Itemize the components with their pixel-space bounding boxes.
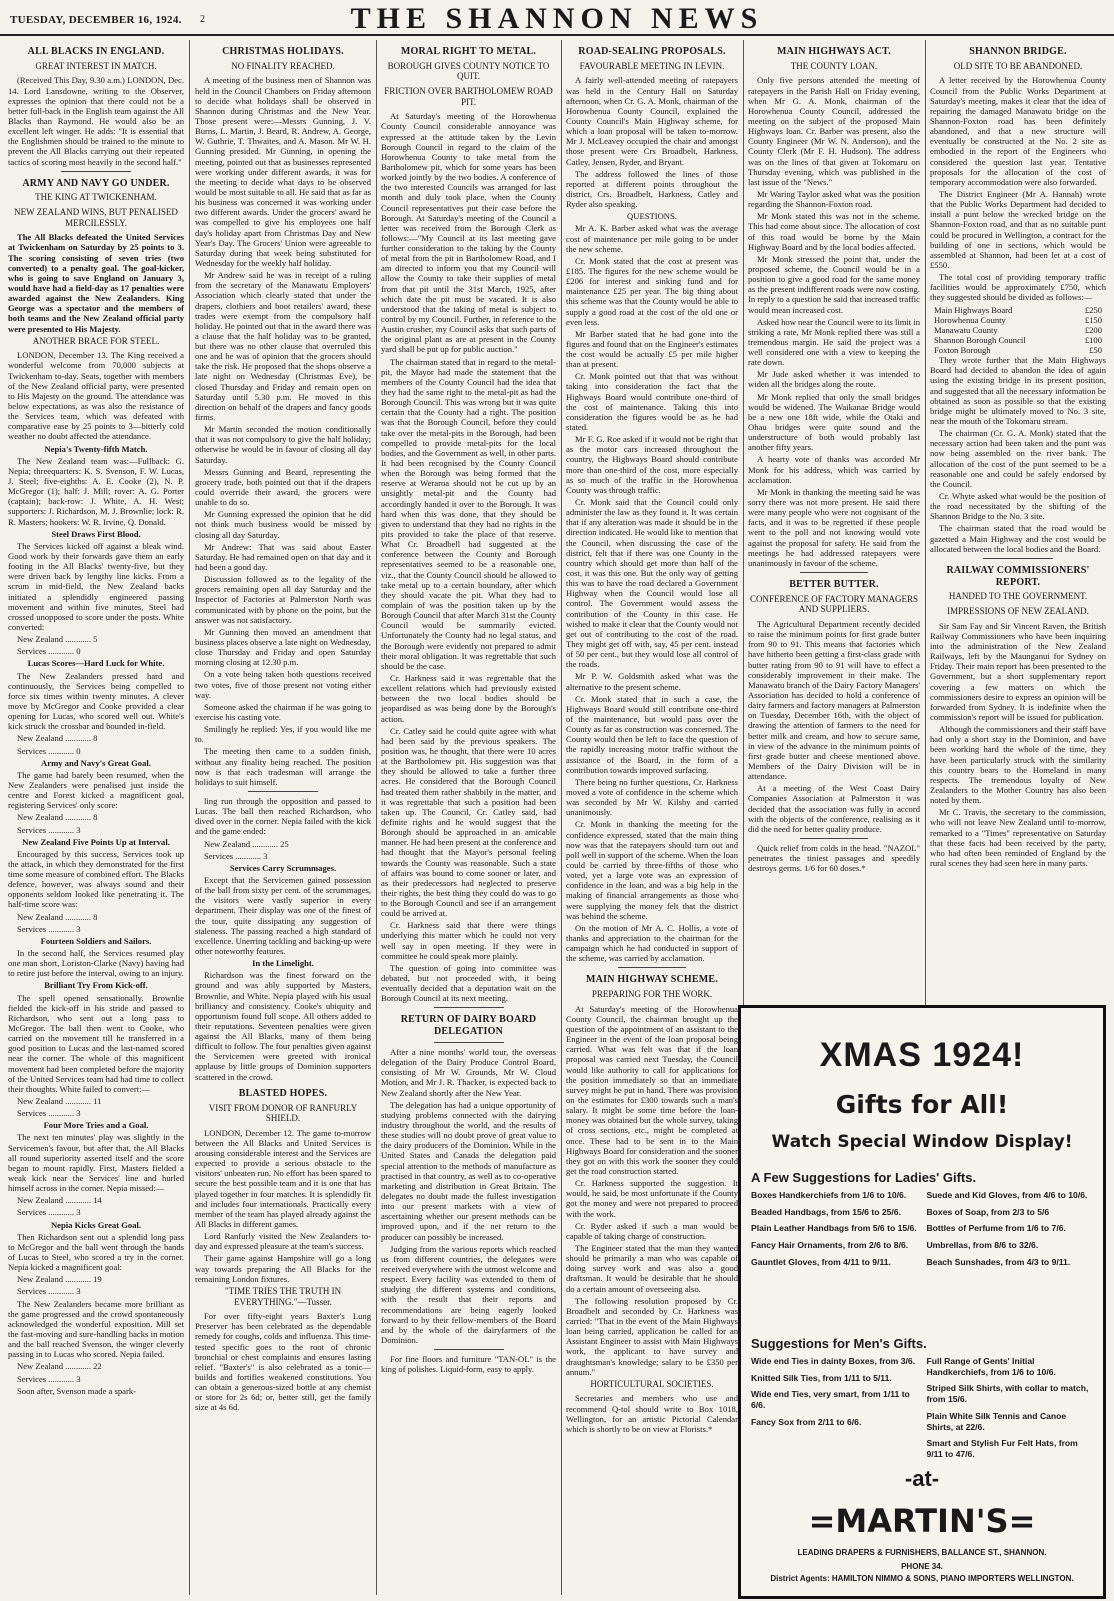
divider <box>434 1349 504 1350</box>
paragraph: Mr Martin seconded the motion conditionally that it was not compulsory to give the half holiday; otherwise he would be in favour of closing all day Saturday. <box>195 424 371 465</box>
score-line: New Zealand ............ 14 <box>17 1195 102 1206</box>
gift-item: Fancy Hair Ornaments, from 2/6 to 8/6. <box>751 1240 909 1251</box>
headline: BLASTED HOPES. <box>238 1087 328 1099</box>
column-christmas-holidays <box>195 40 371 1595</box>
cost-value: £100 <box>1084 334 1102 345</box>
paragraph: Cr. Monk stated that in such a case, the Highways Board would still contribute one-third of the maintenance, but would pass over the County as far as construction was concerned. The County would then be left to face the question of the rapidly increasing motor traffic without the assistance of the Board, in the form of a contribution towards improved surfacing. <box>566 693 738 775</box>
gift-item: Wide end Ties in dainty Boxes, from 3/6. <box>751 1356 916 1366</box>
score-line: New Zealand ............ 8 <box>17 911 98 922</box>
paragraph: In the second half, the Services resumed play one man short, Loriston-Clarke (Navy) having had to retire just before the interval, owing to an injury. <box>8 948 184 979</box>
score-line: New Zealand ............ 19 <box>17 1274 102 1285</box>
divider <box>618 967 687 968</box>
paragraph: Cr. Harkness said that there were things underlying this matter which he could not very well say in open meeting. If they were in committee he could speak more plainly. <box>381 920 556 961</box>
issue-date: TUESDAY, DECEMBER 16, 1924. <box>10 14 182 26</box>
subheadline: VISIT FROM DONOR OF RANFURLY SHIELD. <box>208 1102 358 1124</box>
paragraph: ling run through the opposition and passed to Lucas. The ball then reached Richardson, who dived over in the corner. Nepia failed with the kick and the game ended: <box>195 795 371 837</box>
paragraph: Judging from the various reports which reached us from different countries, the delegates were received everywhere with the utmost welcome and respect. Every facility was extended to them of studying the different systems and conditions, with the result that their reports and recommendations are being eagerly looked forward to by their fellow-members of the Board and by the whole of the dairyfarmers of the Dominion. <box>381 1243 556 1345</box>
headline: RAILWAY COMMISSIONERS' REPORT. <box>946 564 1090 588</box>
paragraph: Their game against Hampshire will go a long way towards preparing the All Blacks for the remaining London fixtures. <box>195 1253 371 1284</box>
ladies-gifts-heading: A Few Suggestions for Ladies' Gifts. <box>751 1170 977 1185</box>
subheadline: HANDED TO THE GOVERNMENT. <box>948 591 1088 602</box>
section-heading: Fourteen Soldiers and Sailors. <box>40 935 152 946</box>
score-line: Services ............ 3 <box>17 1373 81 1384</box>
paragraph: Someone asked the chairman if he was going to exercise his casting vote. <box>195 701 371 722</box>
paragraph: They wrote further that the Main Highways Board had decided to abandon the idea of again using the existing bridge in its present position, and suggested that all the necessary information be obtained as soon as possible so that the existing bridge might be ultimately moved to No. 3 site, near the mouth of the Tokomaru stream. <box>930 355 1106 427</box>
paragraph: Mr Andrew said he was in receipt of a ruling from the secretary of the Manawatu Employers' Association which clearly stated that under the drapers, clothiers and boot retailers' award, these trades were exempt from the compulsory half holiday. He pointed out that in the award there was a clause that the half holiday was to be granted, but there was no other clause that overruled this one and he was of opinion that the grocers should take the risk. He proposed that the shops observe a late night on Wednesday (Christmas Eve), be closed Thursday and Friday and remain open on Saturday until 5.30 p.m. He moved in this direction on behalf of the drapers and fancy goods firms. <box>195 270 371 423</box>
paragraph: Only five persons attended the meeting of ratepayers in the Parish Hall on Friday evening, when Mr G. A. Monk, chairman of the Horowhenua County Council, addressed the meeting on the subject of the proposed Main Highways loan. Cr. Barber was present, also the County Engineer (Mr W. N. Anderson), and the County Clerk (Mr F. H. Hudson). The address was on the lines of that given at Tokomaru on Thursday evening, which was published in the last issue of the "News." <box>748 75 920 187</box>
subheadline: NEW ZEALAND WINS, BUT PENALISED MERCILESSLY. <box>14 207 178 228</box>
subheadline: HORTICULTURAL SOCIETIES. <box>590 1378 714 1389</box>
divider <box>61 171 131 172</box>
paragraph: The following resolution proposed by Cr. Broadbelt and seconded by Cr. Harkness was carried: "That in the event of the Main Highways loan being carried, application be called for an Assistant Engineer to assist with Main Highways work, the applicant to have survey and draughtsman's knowledge; salary to be £350 per annum." <box>566 1295 738 1377</box>
newspaper-title: THE SHANNON NEWS <box>350 2 764 35</box>
subheadline: ANOTHER BRACE FOR STEEL. <box>32 335 160 346</box>
score-line: Services ............ 0 <box>17 745 81 756</box>
column-moral-right-to-metal <box>381 40 556 1595</box>
page-number: 2 <box>200 14 205 25</box>
paragraph: Cr. Harkness said it was regrettable that the excellent relations which had previously existed between the two local bodies should be jeopardised as was being done by the Borough's action. <box>381 672 556 724</box>
headline: CHRISTMAS HOLIDAYS. <box>222 46 344 57</box>
paragraph: The game had barely been resumed, when the New Zealanders were penalised just inside the centre and Forest kicked a magnificent goal, registering Services' only score: <box>8 769 184 811</box>
paragraph: Cr. Ryder asked if such a man would be capable of taking charge of construction. <box>566 1220 738 1241</box>
section-heading: Steel Draws First Blood. <box>51 528 141 539</box>
subheadline: THE COUNTY LOAN. <box>790 60 878 71</box>
advert-tagline: Watch Special Window Display! <box>771 1132 1073 1152</box>
advert-at: -at- <box>904 1466 940 1491</box>
store-agents: District Agents: HAMILTON NIMMO & SONS, PIANO IMPORTERS WELLINGTON. <box>770 1574 1074 1583</box>
gift-item: Beaded Handbags, from 15/6 to 25/6. <box>751 1206 901 1217</box>
paragraph: There being no further questions, Cr. Harkness moved a vote of confidence in the scheme which was seconded by Mr W. Kilsby and carried unanimously. <box>566 776 738 818</box>
paragraph: At a meeting of the West Coast Dairy Companies Association at Palmerston it was decided that the association was fully in accord with the objects of the conference, realising as it did the need for better quality produce. <box>748 783 920 834</box>
store-address: LEADING DRAPERS & FURNISHERS, BALLANCE ST., SHANNON. <box>797 1548 1047 1557</box>
paragraph: Cr. Monk said that the Council could only administer the law as they found it. It was certain that if any alteration was made it should be in the direction indicated. He would like to mention that the Council, when discussing the case of the district, felt that if there was one County in the country which should get more than half of the cost, it was this one. But the only way of getting this was to have the road declared a Government Highway when the Council would lose all control. The Government would assess the contribution of the County in this case. He wished to make it clear that the County would not get out of contributing to the cost of the road. They might get off with, say, 45 per cent. instead of 50 per cent., but they would lose all control of the roads. <box>566 497 738 670</box>
cost-value: £50 <box>1089 345 1102 356</box>
paragraph: Mr Jude asked whether it was intended to widen all the bridges along the route. <box>748 369 920 390</box>
small-advert: Quick relief from colds in the head. "NAZOL" penetrates the tiniest passages and speedily destroys germs. 1/6 for 60 doses.* <box>748 842 920 874</box>
headline: ARMY AND NAVY GO UNDER. <box>22 177 170 189</box>
paragraph: The chairman stated that in regard to the metal-pit, the Mayor had made the statement that the members of the County Council had the idea that they had the same right to the metal-pit as had the Borough Council. This was wrong but it was quite certain that the County had a right. The position was that the Borough Council, before they could take over the metal-pits in the Borough, had been compelled to provide metal-pits for the local bodies, and the Government as well, in other parts. It had been recognised by the County Council when the Borough was being formed that the reserve at Weraroa should not be cut up by an unsightly metal-pit and the County had accordingly handed it over to the Borough. It was hard when this was done, that they should be given to understand that they had no rights in the pits provided to take the place of that reserve. What Cr. Broadbell had suggested at the conference between the County and Borough representatives seemed to be a reasonable one, viz., that the County Council should be allowed to take metal up to a certain boundary, after which they should vacate the pit. What they had to complain of was the position taken up by the Borough Council that after March 31st the County Council would be summarily evicted. Unfortunately the County had no legal status, and the Borough were evidently not prepared to admit their moral obligation. It was regrettable that such should be the case. <box>381 356 556 671</box>
headline: MAIN HIGHWAYS ACT. <box>777 46 891 57</box>
gift-item: Plain White Silk Tennis and Canoe Shirts, at 22/6. <box>926 1410 1067 1432</box>
headline: MAIN HIGHWAY SCHEME. <box>586 974 718 986</box>
headline: MORAL RIGHT TO METAL. <box>400 46 537 57</box>
paragraph: Sir Sam Fay and Sir Vincent Raven, the British Railway Commissioners who have been inquiring into the administration of the New Zealand Railways, left by the Maunganui for Sydney on Friday. Their main report has been presented to the Government, but a short supplementary report covering a few matters on which the commissioners desire to express an opinion will be forwarded from Sydney. It is indefinite when the commission's report will be issued for publication. <box>930 620 1106 722</box>
subheadline: BOROUGH GIVES COUNTY NOTICE TO QUIT. <box>387 60 550 82</box>
paragraph: Mr F. G. Roe asked if it would not be right that as the motor cars increased throughout the country, the Highways Board should contribute more than one-third of the cost, more especially as so much of the traffic in the Horowhenua County was through traffic. <box>566 434 738 495</box>
martins-xmas-advert <box>738 1005 1106 1599</box>
cost-row <box>934 315 1102 325</box>
cost-label: Manawatu County <box>934 324 998 335</box>
paragraph: Encouraged by this success, Services took up the attack, in which they demonstrated for the first time some measure of combined effort. The Blacks defence, however, was always sound and their opponents seldom looked like penetrating it. The half-time score was: <box>8 848 184 910</box>
column-shannon-bridge <box>930 40 1106 1000</box>
gift-item: Suede and Kid Gloves, from 4/6 to 10/6. <box>926 1190 1088 1200</box>
score-line: Services ............ 3 <box>17 824 81 835</box>
paragraph: Mr Monk replied that only the small bridges would be widened. The Waikanae Bridge would be a new one 18ft wide, while the Otaki and Ohau bridges were quite sound and the understructure of both would probably last another fifty years. <box>748 391 920 453</box>
mens-gifts-heading: Suggestions for Men's Gifts. <box>751 1336 927 1351</box>
subheadline: GREAT INTEREST IN MATCH. <box>35 60 157 71</box>
score-line: Services ............ 3 <box>17 1286 81 1297</box>
gift-item: Bottles of Perfume from 1/6 to 7/6. <box>926 1223 1066 1234</box>
paragraph: The Services kicked off against a bleak wind. Good work by their forwards gave them an early footing in the All Blacks' twenty-five, but they were driven back by lengthy line kicks. From a scrum in mid-field, the New Zealand backs initiated a splendidly engineered passing movement and within five minutes, Steel had crossed unopposed to score under the posts. White converted: <box>8 540 184 632</box>
gift-item: Wide end Ties, very smart, from 1/11 to 6/6. <box>751 1389 910 1411</box>
paragraph: The New Zealanders became more brilliant as the game progressed and the crowd spontaneously acknowledged the wonderful exposition. Mill set the fast-moving and sure-handling backs in motion and the ball reached Svenson, the winger cleverly passing in to Lucas who scored. Nepia failed. <box>8 1298 184 1360</box>
headline: RETURN OF DAIRY BOARD DELEGATION <box>400 1014 537 1038</box>
subheadline: "TIME TRIES THE TRUTH IN EVERYTHING."—Tusser. <box>224 1285 342 1307</box>
subheadline: OLD SITE TO BE ABANDONED. <box>953 60 1083 71</box>
section-heading: Nepia's Twenty-fifth Match. <box>44 443 148 454</box>
column-rule <box>376 40 377 1595</box>
subheadline: FRICTION OVER BARTHOLOMEW ROAD PIT. <box>384 86 553 107</box>
cost-label: Shannon Borough Council <box>934 334 1026 345</box>
mens-gifts-list <box>751 1356 1095 1466</box>
paragraph: Cr. Monk stated that the cost at present was £185. The figures for the new scheme would be £206 for interest and sinking fund and for maintenance £25 per year. The big thing about this scheme was that the County would be able to supply a good road at the cost of the old one or even less. <box>566 255 738 327</box>
gift-item: Striped Silk Shirts, with collar to match, from 15/6. <box>926 1383 1089 1405</box>
column-rule <box>189 40 190 1595</box>
cost-value: £250 <box>1084 304 1102 315</box>
paragraph: At Saturday's meeting of the Horowhenua County Council, the chairman brought up the question of the appointment of an assistant to the Engineer in the event of the loan proposal being carried. What was felt was that if the loan proposal was carried next Tuesday, the Council would like authority to call for applications for the position immediately so that an immediate survey might be put in hand. There was provision on the estimates for £300 towards such a man's salary. It might be some time before the loan-money was obtained but the whole survey, taking of cross sections, etc., might be completed at once. These had to be sent in to the Main Highways Board for consideration and the sooner they got on with this work the sooner they could get the road construction started. <box>566 1003 738 1177</box>
headline: BETTER BUTTER. <box>789 579 879 591</box>
score-line: New Zealand ............ 22 <box>17 1361 102 1372</box>
subheadline: IMPRESSIONS OF NEW ZEALAND. <box>947 606 1089 617</box>
divider <box>800 838 869 839</box>
paragraph: A meeting of the business men of Shannon was held in the Council Chambers on Friday afternoon to decide what holidays shall be observed in Shannon during Christmas and the New Year. Those present were:—Messrs Gunning, J. V. Burns, L. Martin, J. Beard, R. Andrew, A. George, W. Guthrie, T. Thwaites, and A. Mason. Mr W. H. Gunning presided. Mr Gunning, in opening the meeting, pointed out that as businesses represented were working under different awards, it was for the meeting to decide what days to be observed would be most suitable to all. He said that as far as his business was concerned it was working under two different awards. Under the grocers' award he was compelled to give his employees one half day's holiday apart from Christmas Day and New Year's Day. The Grocers' Union were agreeable to Saturday during that week being substituted for Wednesday for the weekly half holiday. <box>195 75 371 268</box>
section-heading: Lucas Scores—Hard Luck for White. <box>27 658 165 669</box>
score-line: Services ............ 3 <box>204 850 268 861</box>
paragraph: Cr. Catley said he could quite agree with what had been said by the previous speakers. The position was, he thought, that there were 10 acres at the Bartholomew pit. His suggestion was that they should be allowed to take a further three acres. He considered that the Borough Council had treated them rather shabbily in the matter, and it was regrettable that such a position had been taken up. The Council, Cr. Catley said, had definite rights and he would suggest that the Borough should be approached in an amicable manner. He had been present at the conference and had thought that the Mayor's personal feeling towards the County was reasonable. Such a state of affairs was bound to come sooner or later, and as their predecessors had neglected to preserve their rights, the best thing they could do was to go to the Borough Council and see if an arrangement could be arrived at. <box>381 725 556 919</box>
divider <box>248 791 318 792</box>
score-line: New Zealand ............ 8 <box>17 733 98 744</box>
paragraph: The total cost of providing temporary traffic facilities would be approximately £750, which they suggested should be divided as follows:— <box>930 272 1106 303</box>
paragraph: Except that the Servicemen gained possession of the ball from sixty per cent. of the scrummages, the visitors were vastly superior in every department. Their display was one of the finest of the tour, quite dissipating any suggestion of staleness. The passing reached a high standard of excellence. Unerring tackling and backing-up were other noteworthy features. <box>195 874 371 956</box>
paragraph: Cr. Whyte asked what would be the position of the road necessitated by the shifting of the Shannon Bridge to the No. 3 site. <box>930 491 1106 522</box>
paragraph: Mr C. Travis, the secretary to the commission, who will not leave New Zealand until to-morrow, remarked to a "Times" representative on Saturday that these facts had been received by the party, who had often been reminded of England by the rural scenes they had seen here in many parts. <box>930 807 1106 868</box>
paragraph: Discussion followed as to the legality of the grocers remaining open all day Saturday and the Inspector of Factories at Palmerston North was communicated with by phone on the point, but the answer was not satisfactory. <box>195 574 371 625</box>
score-line: Services ............ 3 <box>17 1207 81 1218</box>
paragraph: The address followed the lines of those reported at different points throughout the district, Crs. Broadbelt, Harkness, Catley and Ryder also speaking. <box>566 168 738 210</box>
paragraph: Cr. Monk in thanking the meeting for the confidence expressed, stated that the main thing now was that the ratepayers should turn out and poll well in support of the scheme. When the loan could be carried by three-fifths of those who voted, yet a large vote was an expression of confidence in the loan, and was a big help in the making of financial arrangements as those who were supplying the money felt that the district was behind the scheme. <box>566 819 738 921</box>
paragraph: Mr A. K. Barber asked what was the average cost of maintenance per mile going to be under the new scheme. <box>566 223 738 254</box>
cost-label: Main Highways Board <box>934 304 1013 315</box>
paragraph: The chairman (Cr. G. A. Monk) stated that the necessary action had been taken and the punt was now being assembled on the river bank. The allocation of the cost of the punt seemed to be a reasonable one and could be safely endorsed by the Council. <box>930 428 1106 489</box>
paragraph: The question of going into committee was debated, but not proceeded with, it being eventually decided that a deputation wait on the Borough Council at its next meeting. <box>381 962 556 1004</box>
gift-item: Beach Sunshades, from 4/3 to 9/11. <box>926 1256 1071 1267</box>
cost-row <box>934 305 1102 315</box>
gift-item: Full Range of Gents' Initial Handkerchiefs, from 1/6 to 10/6. <box>926 1356 1056 1377</box>
paragraph: A hearty vote of thanks was accorded Mr Monk for his address, which was carried by acclamation. <box>748 454 920 485</box>
section-heading: Army and Navy's Great Goal. <box>41 757 151 768</box>
subheadline: CONFERENCE OF FACTORY MANAGERS AND SUPPLIERS. <box>749 593 919 615</box>
gift-item: Fancy Sox from 2/11 to 6/6. <box>751 1416 862 1427</box>
score-line: New Zealand ............ 11 <box>17 1096 102 1107</box>
paragraph: Mr Barber stated that he had gone into the figures and found that on the Engineer's estimates the cost would be actually £5 per mile higher than at present. <box>566 328 738 370</box>
ladies-gifts-list <box>751 1190 1095 1274</box>
column-road-sealing <box>566 40 738 1595</box>
paragraph: The meeting then came to a sudden finish, without any finality being reached. The position now is that each tradesman will arrange the holidays to suit himself. <box>195 746 371 787</box>
headline: SHANNON BRIDGE. <box>969 46 1067 57</box>
cost-label: Foxton Borough <box>934 345 991 356</box>
paragraph: Then Richardson sent out a splendid long pass to McGregor and the ball went through the hands of Lucas to Steel, who scored a try in the corner. Nepia kicked a magnificent goal: <box>8 1231 184 1273</box>
column-rule <box>561 40 562 1595</box>
score-line: Services ............ 3 <box>17 923 81 934</box>
divider <box>983 558 1053 559</box>
paragraph: Mr Gunning then moved an amendment that business places observe a late night on Wednesday, close Thursday and Friday and open Saturday morning closing at 12.30 p.m. <box>195 626 371 668</box>
paragraph: The New Zealand team was:—Fullback: G. Nepia; threequarters: K. S. Svenson, F. W. Lucas, J. Steel; five-eighths: A. E. Cooke (2), N. P. McGregor (1); half: J. Mill; rover: A. G. Porter (captain); back-row: J. White, A. H. West; supporters: J. Richardson, M. J. Brownlie; lock: R. R. Masters; hookers: W. R. Irvine, Q. Donald. <box>8 455 184 527</box>
section-heading: In the Limelight. <box>252 958 314 969</box>
divider <box>800 572 869 573</box>
paragraph: A letter received by the Horowhenua County Council from the Public Works Department at Saturday's meeting, makes it clear that the idea of repairing the damaged Manawatu bridge on the Shannon-Foxton road has been definitely abandoned, and that a new structure will eventually be constructed at the No. 2 site as embodied in the report of the Engineers who considered the question last year. Tentative proposals for the allocation of the cost of temporary accommodation were also forwarded. <box>930 75 1106 187</box>
paragraph: The New Zealanders pressed hard and continuously, the Services being compelled to force six times within twenty minutes. A clever move by McGregor and Cooke provided a clear opening for Lucas, who scored well out. White's kick struck the crossbar and bounded in-field. <box>8 670 184 732</box>
headline: ROAD-SEALING PROPOSALS. <box>578 46 726 57</box>
paragraph: The spell opened sensationally. Brownlie fielded the kick-off in his stride and passed to Richardson, who sent out a long pass to McGregor. The ball then went to Cooke, who carried on the movement till he transferred in a good position to Lucas and the last-named scored near the corner. The whole of this magnificent movement had been completed before the majority of the United Services team had had time to collect their thoughts. White failed to convert:— <box>8 992 184 1094</box>
paragraph: Cr. Harkness supported the suggestion. It would, he said, be most unfortunate if the County got the money and were not prepared to proceed with the work. <box>566 1178 738 1219</box>
section-heading: Nepia Kicks Great Goal. <box>50 1219 142 1230</box>
paragraph: Smilingly he replied: Yes, if you would like me to. <box>195 724 371 745</box>
cost-row <box>934 335 1102 345</box>
cost-value: £150 <box>1084 314 1102 325</box>
paragraph: The All Blacks defeated the United Services at Twickenham on Saturday by 25 points to 3. The scoring consisting of seven tries (two converted) to a penalty goal. The goal-kicker, who is going to save England on January 3, would have had a field-day as 17 penalties were awarded against the New Zealanders. King George was a spectator and the members of both teams and the New Zealand official party were presented to His Majesty. <box>8 232 184 334</box>
score-line: New Zealand ............ 25 <box>204 838 289 849</box>
paragraph: Mr Waring Taylor asked what was the position regarding the Shannon-Foxton road. <box>748 188 920 210</box>
headline: ALL BLACKS IN ENGLAND. <box>27 46 165 57</box>
paragraph: The chairman stated that the road would be gazetted a Main Highway and the cost would be allocated between the local bodies and the Board. <box>930 523 1106 554</box>
score-line: Services ............ 0 <box>17 646 81 657</box>
small-advert: For fine floors and furniture "TAN-OL" is the king of polishes. Liquid-form, easy to apply. <box>381 1354 556 1375</box>
subheadline: PREPARING FOR THE WORK. <box>591 989 713 1000</box>
section-heading: QUESTIONS. <box>627 211 677 222</box>
score-line: New Zealand ............ 8 <box>17 812 98 823</box>
section-heading: New Zealand Five Points Up at Interval. <box>22 836 170 847</box>
gift-item: Smart and Stylish Fur Felt Hats, from 9/11 to 47/6. <box>926 1438 1078 1460</box>
divider <box>434 1007 504 1008</box>
paragraph: Mr Monk stressed the point that, under the proposed scheme, the Council would be in a position to give a good road for the same money as the present indifferent roads were now costing. In reply to a question he said that increased traffic would mean increased cost. <box>748 253 920 315</box>
paragraph: Lord Ranfurly visited the New Zealanders to-day and expressed pleasure at the team's success. <box>195 1231 371 1252</box>
store-name: =MARTIN'S= <box>808 1502 1036 1540</box>
paragraph: Mr Monk stated this was not in the scheme. This had come about since. The allocation of cost of this road would be borne by the Main Highway Board and by the local bodies affected. <box>748 211 920 252</box>
paragraph: The Engineer stated that the man they wanted should be primarily a man who was capable of doing survey work and was also a good draftsman. It would be desirable that he should do a certain amount of overseeing also. <box>566 1243 738 1294</box>
cost-row <box>934 325 1102 335</box>
paragraph: (Received This Day, 9.30 a.m.) LONDON, Dec. 14. Lord Lansdowne, writing to the Observer, expresses the opinion that there could not be a better full-back in the English team against the All Blacks than Raymond. He would also be an excellent left winger. He adds: "It is essential that the Englishmen should be trained to the minute to prevent the All Blacks carrying out their repeated tactics of scoring most heavily in the second half." <box>8 75 184 167</box>
paragraph: After a nine months' world tour, the overseas delegation of the Dairy Produce Control Board, consisting of Mr W. Grounds, Mr W. Cloud Motion, and Mr J. R. Thacker, is expected back to New Zealand shortly after the New Year. <box>381 1047 556 1098</box>
paragraph: On a vote being taken both questions received two votes, five of those present not voting either way. <box>195 669 371 700</box>
paragraph: The delegation has had a unique opportunity of studying problems connected with the dairying industry throughout the world, and the results of these studies will no doubt prove of great value to the dairy producers of the Dominion. While in the United States and Canada the delegation paid special attention to the methods of manufacture as practised in that country, as well as to co-operative marketing and distribution in Great Britain. The delegates no doubt made the fullest investigation into our present markets with a view of ascertaining whether our present methods can be improved upon, and if the net return to the producer can possibly be increased. <box>381 1099 556 1242</box>
cost-value: £200 <box>1084 324 1102 335</box>
gift-item: Umbrellas, from 8/6 to 32/6. <box>926 1240 1039 1251</box>
masthead <box>0 0 1114 36</box>
paragraph: Messrs Gunning and Beard, representing the grocery trade, both pointed out that if the drapers could override their award, the grocers were unable to do so. <box>195 466 371 508</box>
paragraph: For over fifty-eight years Baxter's Lung Preserver has been celebrated as the dependable remedy for coughs, colds and influenza. This time-tested specific goes to the root of chronic bronchial or chest complaints and ensures lasting relief. "Baxter's" is also celebrated as a tonic—builds and fortifies weakened constitutions. You can obtain a generous-sized bottle at any chemist or store for 2s 6d; or, better still, get the family size at 4s 6d. <box>195 1311 371 1413</box>
subheadline: NO FINALITY REACHED. <box>231 60 335 71</box>
gift-item: Knitted Silk Ties, from 1/11 to 5/11. <box>751 1372 892 1383</box>
paragraph: The Agricultural Department recently decided to raise the minimum points for first grade butter from 90 to 91. This means that factories which have hitherto been getting a first-class grade with butter rating from 90 to 91 will have to effect a considerably improvement in their make. The Manawatu branch of the Dairy Factory Managers' Association has decided to hold a conference of dairy farmers and factory managers at Palmerston on Tuesday, December 16th, with the object of drawing the attention of farmers to the need for better milk and cream, and how to secure same, in view of the advance in the minimum points of first grade butter and cheese mentioned above. Members of the Dairy Division will be in attendance. <box>748 619 920 782</box>
paragraph: Mr Andrew: That was said about Easter Saturday. He had remained open on that day and it had been a good day. <box>195 541 371 573</box>
store-phone: PHONE 34. <box>901 1562 943 1571</box>
paragraph: Asked how near the Council were to its limit in striking a rate, Mr Monk replied there was still a tremendous margin. He said the project was a well considered one with a view to keeping the rate down. <box>748 316 920 368</box>
paragraph: Although the commissioners and their staff have had only a short stay in the Dominion, and have been working hard the whole of the time, they have been particularly struck with the similarity this country bears to the Homeland in many respects. The tremendous loyalty of New Zealanders to the Mother Country has also been noted by them. <box>930 724 1106 806</box>
paragraph: Mr Gunning expressed the opinion that he did not think much business would be missed by closing all day Saturday. <box>195 509 371 540</box>
section-heading: Four More Tries and a Goal. <box>43 1120 149 1131</box>
gift-item: Boxes Handkerchiefs from 1/6 to 10/6. <box>751 1190 907 1200</box>
paragraph: A fairly well-attended meeting of ratepayers was held in the Century Hall on Saturday afternoon, when Cr. G. A. Monk, chairman of the Horowhenua County Council, explained the County Council's Main Highway scheme, for which a loan proposal will be taken to-morrow. Mr J. McLeavey occupied the chair and amongst those present were Crs Broadbelt, Harkness, Catley, Jensen, Ryder, and Bryant. <box>566 75 738 167</box>
paragraph: Mr P. W. Goldsmith asked what was the alternative to the present scheme. <box>566 671 738 692</box>
paragraph: At Saturday's meeting of the Horowhenua County Council considerable annoyance was expressed at the attitude taken by the Levin Borough Council in regard to the claim of the Horowhenua County to take metal from the Bartholomew pit, which for some years has been worked jointly by the two bodies. A conference of the two interested Councils was arranged for last month and duly took place, when the County Council representatives put their case before the Borough. At Saturday's meeting of the Council a letter was received from the Borough Clerk as follows:—"My Council at its last meeting gave further consideration to the taking by the County of metal from the pit in Bartholomew Road, and I am directed to inform you that my Council will allow the County to take their supplies of metal from that pit until the 31st March, 1925, after which date the pit must be vacated. It is also understood that the taking of metal is subject to control by my Council. Further, in reference to the Austin crusher, my Council asks that such parts of the original plant as are at present in the County yard shall be put up for public auction." <box>381 111 556 355</box>
gift-item: Plain Leather Handbags from 5/6 to 15/6. <box>751 1223 917 1234</box>
gift-item: Gauntlet Gloves, from 4/11 to 9/11. <box>751 1256 891 1267</box>
paragraph: Soon after, Svenson made a spark- <box>17 1385 136 1396</box>
column-all-blacks <box>8 40 184 1595</box>
subheadline: THE KING AT TWICKENHAM. <box>35 192 157 203</box>
score-line: New Zealand ............ 5 <box>17 634 98 645</box>
paragraph: LONDON, December 13. The King received a wonderful welcome from 70,000 subjects at Twickenham to-day. Seats, together with members of the New Zealand official party, were presented to His Majesty on the ground. The attendance was below expectations, as was also the resistance of the Services team, which was defeated with comparative ease by 25 points to 3—bitterly cold weather no doubt affected the attendance. <box>8 350 184 442</box>
paragraph: The District Engineer (Mr A. Hannah) wrote that the Public Works Department had decided to install a punt below the wrecked bridge on the Shannon-Foxton road, and that as no suitable punt could be procured in Wellington, a contract for the building of one in sections, which would be assembled at Shannon, had been let at a cost of £550. <box>930 188 1106 270</box>
paragraph: Richardson was the finest forward on the ground and was ably supported by Masters, Brownlie, and White. Nepia played with his usual brilliancy and consistency. Cooke's ubiquity and opportunism found full scope. All others added to their reputations. Seventeen penalties were given against the All Blacks, many of them being difficult to follow. The four penalties given against the Servicemen were greeted with ironical applause by little groups of Dominion supporters scattered in the crowd. <box>195 970 371 1082</box>
paragraph: Cr. Monk pointed out that that was without taking into consideration the fact that the Highways Board would contribute one-third of the cost of maintenance. Taking this into consideration the figures would be as he had stated. <box>566 371 738 433</box>
paragraph: Secretaries and members who use and recommend Q-tol should write to Box 1018, Wellington, for an artistic Pictorial Calendar which is shortly to be on view at Florists.* <box>566 1393 738 1434</box>
cost-row <box>934 345 1102 355</box>
column-main-highways <box>748 40 920 1000</box>
paragraph: On the motion of Mr A. C. Hollis, a vote of thanks and appreciation to the chairman for the campaign which he had conducted in support of the scheme, was carried by acclamation. <box>566 922 738 964</box>
section-heading: Services Carry Scrummages. <box>229 862 337 873</box>
gift-item: Boxes of Soap, from 2/3 to 5/6 <box>926 1206 1050 1217</box>
paragraph: The next ten minutes' play was slightly in the Servicemen's favour, but after that, the All Blacks all round superiority asserted itself and the score began to mount rapidly. First, Masters fielded a weak kick near the Services' line and hurled himself across in the corner. Nepia missed:— <box>8 1132 184 1194</box>
divider <box>434 1042 504 1043</box>
subheadline: FAVOURABLE MEETING IN LEVIN. <box>579 60 725 71</box>
paragraph: Mr Monk in thanking the meeting said he was sorry there was not more present. He said there were many people who were not cognisant of the facts, and it was to be regretted if these people went to the poll and not knowing would vote against the proposal for safety. He said from the meetings he had addressed ratepayers were unanimously in favour of the scheme. <box>748 486 920 568</box>
advert-subtitle: Gifts for All! <box>835 1090 1009 1119</box>
cost-label: Horowhenua County <box>934 314 1006 325</box>
section-heading: Brilliant Try From Kick-off. <box>44 980 148 991</box>
paragraph: LONDON, December 12. The game to-morrow between the All Blacks and United Services is arousing considerable interest and the Services are expected to provide a serious obstacle to the visitors' unbeaten run. No effort has been spared to secure the best possible team and it is one that has played together in four matches. It is splendidly fit and includes four internationals. Practically every member of the team has played already against the All Blacks in different games. <box>195 1127 371 1230</box>
score-line: Services ............ 3 <box>17 1108 81 1119</box>
advert-title: XMAS 1924! <box>819 1036 1025 1074</box>
